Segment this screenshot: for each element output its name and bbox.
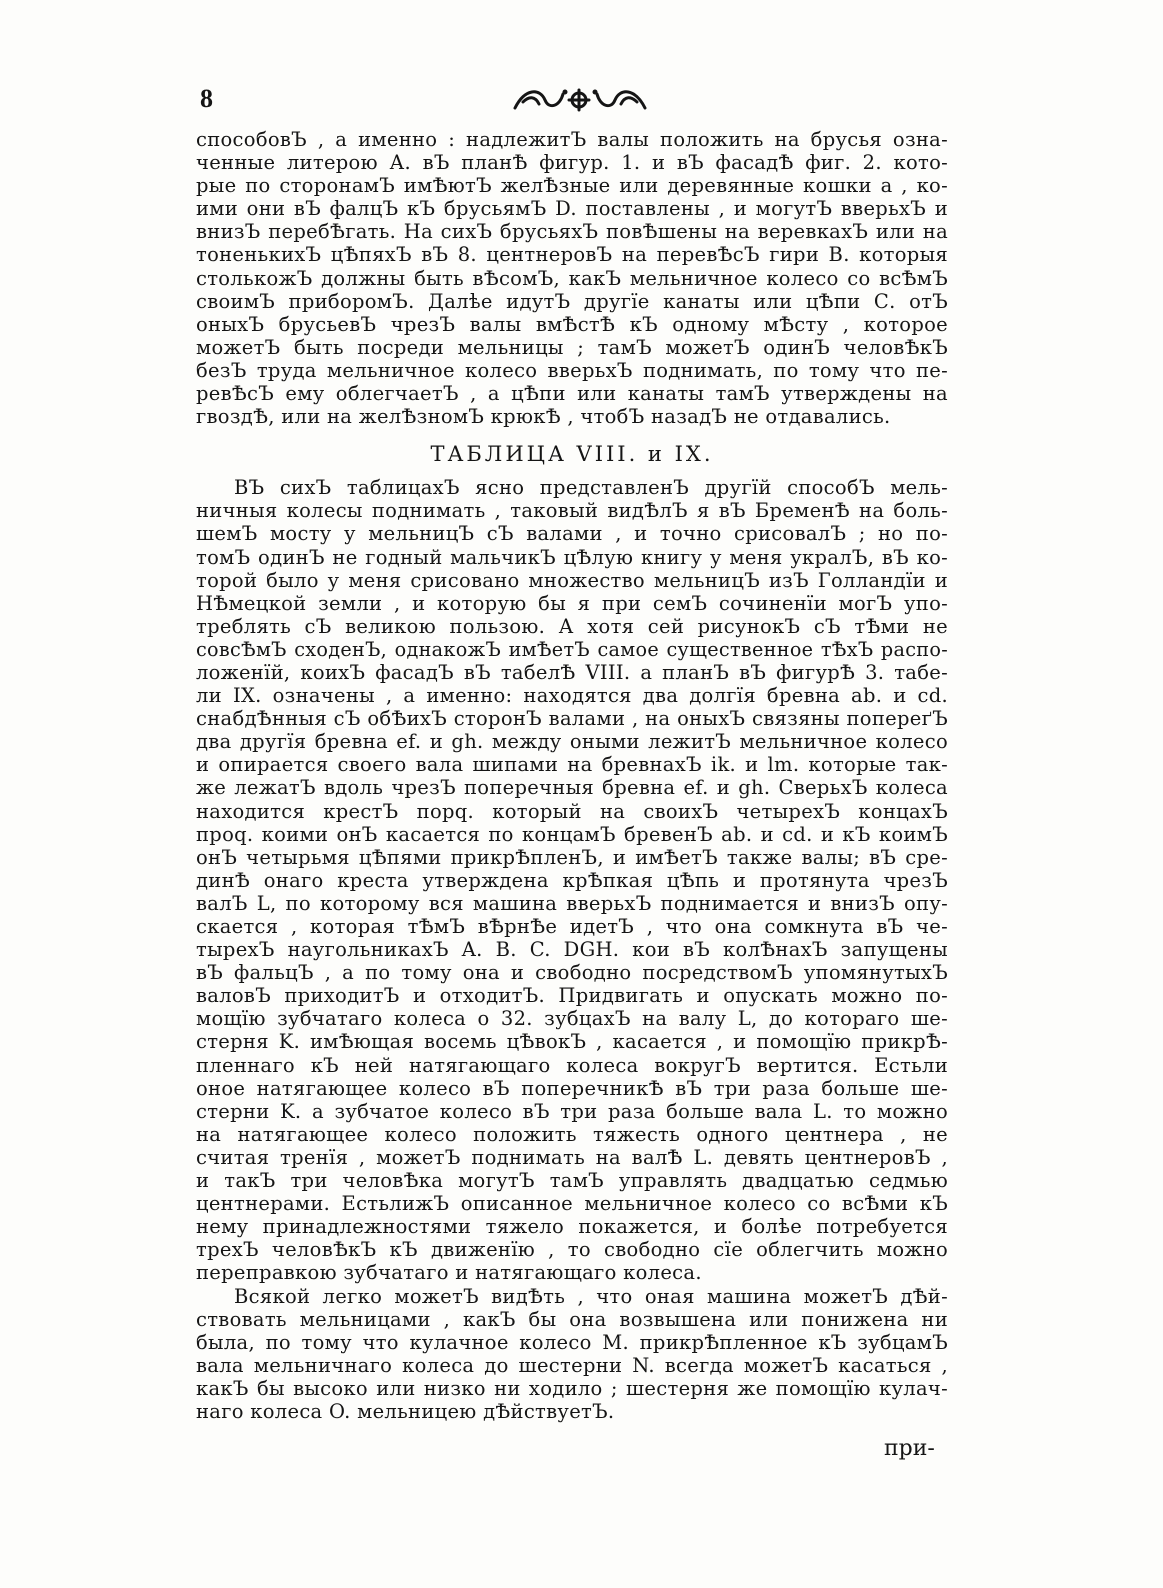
text-line: торой было у меня срисовано множество мельницЪ изЪ Голландїи и <box>196 568 948 592</box>
text-line: какЪ бы высоко или низко ни ходило ; шестерня же помощїю кулач- <box>196 1376 948 1400</box>
text-line: трехЪ человѢкЪ кЪ движенїю , то свободно сїе облегчить можно <box>196 1238 948 1262</box>
text-line: тоненькихЪ цѢпяхЪ вЪ 8. центнеровЪ на перевѢсЪ гири В. которыя <box>196 243 948 267</box>
text-line: НѢмецкой земли , и которую бы я при семЪ сочиненїи могЪ упо- <box>196 591 948 615</box>
text-line: ложенїй, коихЪ фасадЪ вЪ табелѢ VIII. а планЪ вЪ фигурѢ 3. табе- <box>196 660 948 684</box>
text-line: валЪ L, по которому вся машина вверьхЪ поднимается и внизЪ опу- <box>196 891 948 915</box>
text-line: способовЪ , а именно : надлежитЪ валы положить на брусья озна- <box>196 128 948 151</box>
text-line: скается , которая тѢмЪ вѢрнѢе идетЪ , что она сомкнута вЪ че- <box>196 915 948 938</box>
text-line: считая тренїя , можетЪ поднимать на валѢ L. девять центнеровЪ , <box>196 1145 948 1169</box>
text-line: центнерами. ЕстьлижЪ описанное мельничное колесо со всѢми кЪ <box>196 1192 948 1216</box>
text-line: стерни K. а зубчатое колесо вЪ три раза больше вала L. то можно <box>196 1099 948 1123</box>
text-line: наго колеса O. мельницею дѢйствуетЪ. <box>196 1399 615 1423</box>
text-line: Всякой легко можетЪ видѢть , что оная машина можетЪ дѢй- <box>234 1284 948 1308</box>
text-line: и опирается своего вала шипами на бревнахЪ ik. и lm. которые так- <box>196 753 948 777</box>
paragraph-2 <box>196 476 948 1284</box>
text-line: ли IX. означены , а именно: находятся два долгїя бревна ab. и cd. <box>196 684 948 708</box>
text-line: была, по тому что кулачное колесо M. прикрѢпленное кЪ зубцамЪ <box>196 1330 948 1354</box>
text-line: томЪ одинЪ не годный мальчикЪ цѢлую книгу у меня укралЪ, вЪ ко- <box>196 545 948 569</box>
text-line: ничныя колесы поднимать , таковый видѢлЪ я вЪ БременѢ на боль- <box>196 499 948 523</box>
text-line: столькожЪ должны быть вѢсомЪ, какЪ мельничное колесо со всѢмЪ <box>196 266 948 290</box>
text-line: мощїю зубчатаго колеса о 32. зубцахЪ на валу L, до котораго ше- <box>196 1007 948 1031</box>
text-line: нему принадлежностями тяжело покажется, и болѣе потребуется <box>196 1215 948 1239</box>
text-line: безЪ труда мельничное колесо вверьхЪ поднимать, по тому что пе- <box>196 358 948 382</box>
main-text <box>196 128 948 1423</box>
page-number: 8 <box>200 84 213 113</box>
text-line: треблять сЪ великою пользою. А хотя сей рисунокЪ сЪ тѢми не <box>196 614 948 638</box>
catchword: при- <box>884 1436 935 1461</box>
text-line: оныхЪ брусьевЪ чрезЪ валы вмѢстѢ кЪ одному мѢсту , которое <box>196 312 948 336</box>
text-line: тырехЪ наугольникахЪ A. B. C. DGH. кои вЪ колѢнахЪ запущены <box>196 938 948 962</box>
text-line: совсѢмЪ сходенЪ, однакожЪ имѢетЪ самое существенное тѢхЪ распо- <box>196 637 948 661</box>
text-line: вала мельничнаго колеса до шестерни N. всегда можетЪ касаться , <box>196 1353 948 1377</box>
text-line: же лежатЪ вдоль чрезЪ поперечныя бревна ef. и gh. СверьхЪ колеса <box>196 776 948 800</box>
header-ornament-icon <box>505 82 655 118</box>
text-line: внизЪ перебѢгать. На сихЪ брусьяхЪ повѢшены на веревкахЪ или на <box>196 220 948 244</box>
text-line: онЪ четырьмя цѢпями прикрѢпленЪ, и имѢетЪ также валы; вЪ сре- <box>196 845 948 869</box>
text-line: оное натягающее колесо вЪ поперечникѢ вЪ три раза больше ше- <box>196 1076 948 1100</box>
text-line: ими они вЪ фалцЪ кЪ брусьямЪ D. поставлены , и могутЪ вверьхЪ и <box>196 197 948 221</box>
text-line: и такЪ три человѢка могутЪ тамЪ управлять двадцатью седмью <box>196 1169 948 1193</box>
section-heading: ТАБЛИЦА VIII. и IX. <box>430 442 714 467</box>
text-line: снабдѢнныя сЪ обѢихЪ сторонЪ валами , на оныхЪ связяны попереґЪ <box>196 707 948 731</box>
text-line: проq. коими онЪ касается по концамЪ бревенЪ ab. и cd. и кЪ коимЪ <box>196 822 948 846</box>
text-line: ревѢсЪ ему облегчаетЪ , а цѢпи или канаты тамЪ утверждены на <box>196 382 948 406</box>
text-line: ВЪ сихЪ таблицахЪ ясно представленЪ другїй способЪ мель- <box>234 476 948 500</box>
text-line: ченные литерою А. вЪ планѢ фигур. 1. и вЪ фасадѢ фиг. 2. кото- <box>196 151 948 175</box>
text-line: шемЪ мосту у мельницЪ сЪ валами , и точно срисовалЪ ; но по- <box>196 522 948 546</box>
text-line: ствовать мельницами , какЪ бы она возвышена или понижена ни <box>196 1307 948 1331</box>
text-line: стерня K. имѢющая восемь цѢвокЪ , касается , и помощїю прикрѢ- <box>196 1030 948 1054</box>
text-line: два другїя бревна ef. и gh. между оными лежитЪ мельничное колесо <box>196 730 948 754</box>
text-line: вЪ фальцЪ , а по тому она и свободно посредствомЪ упомянутыхЪ <box>196 961 948 985</box>
text-line: переправкою зубчатаго и натягающаго колеса. <box>196 1261 702 1285</box>
paragraph-1 <box>196 128 948 428</box>
text-line: динѢ онаго креста утверждена крѢпкая цѢпь и протянута чрезЪ <box>196 868 948 892</box>
paragraph-3 <box>196 1285 948 1424</box>
text-line: рые по сторонамЪ имѢютЪ желѢзные или деревянные кошки а , ко- <box>196 174 948 198</box>
text-line: валовЪ приходитЪ и отходитЪ. Придвигать и опускать можно по- <box>196 984 948 1008</box>
text-line: находится крестЪ порq. который на своихЪ четырехЪ концахЪ <box>196 799 948 823</box>
text-line: гвоздѢ, или на желѢзномЪ крюкѢ , чтобЪ назадЪ не отдавались. <box>196 405 891 429</box>
text-line: пленнаго кЪ ней натягающаго колеса вокругЪ вертится. Естьли <box>196 1053 948 1077</box>
text-line: на натягающее колесо положить тяжесть одного центнера , не <box>196 1122 948 1146</box>
text-line: своимЪ приборомЪ. Далѣе идутЪ другїе канаты или цѢпи С. отЪ <box>196 289 948 313</box>
text-line: можетЪ быть посреди мельницы ; тамЪ можетЪ одинЪ человѢкЪ <box>196 335 948 359</box>
